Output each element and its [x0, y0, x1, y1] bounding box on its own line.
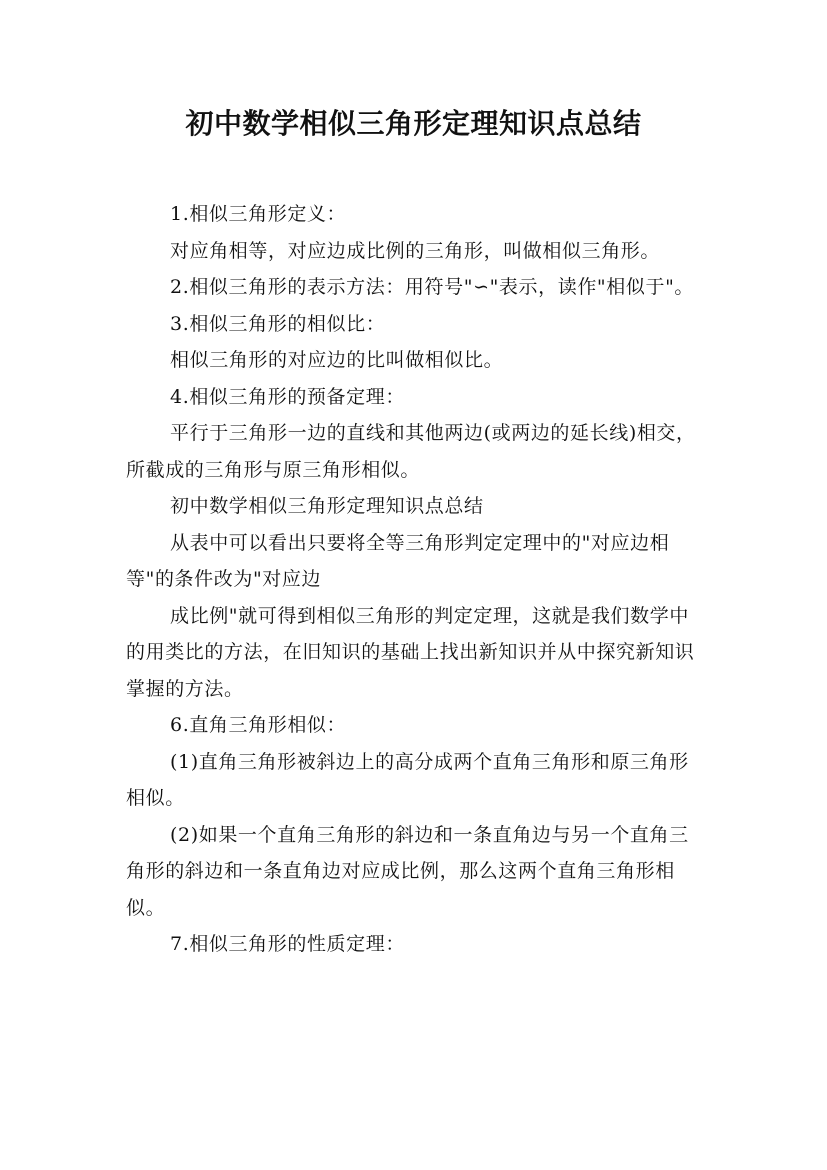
paragraph-summary-heading: 初中数学相似三角形定理知识点总结: [170, 495, 484, 517]
paragraph-right-triangle-1: (1)直角三角形被斜边上的高分成两个直角三角形和原三角形相似。: [126, 750, 689, 809]
document-body: [126, 196, 706, 963]
paragraph-right-triangle-heading: 6.直角三角形相似：: [170, 714, 347, 736]
paragraph-notation: 2.相似三角形的表示方法：用符号"∽"表示，读作"相似于"。: [170, 276, 695, 298]
paragraph-preliminary-heading: 4.相似三角形的预备定理：: [170, 385, 405, 408]
paragraph-analogy: 成比例"就可得到相似三角形的判定定理，这就是我们数学中的用类比的方法，在旧知识的基础上找出新知识并从中探究新知识掌握的方法。: [126, 604, 695, 700]
paragraph-table-note: 从表中可以看出只要将全等三角形判定定理中的"对应边相等"的条件改为"对应边: [126, 531, 670, 590]
paragraph-properties-heading: 7.相似三角形的性质定理：: [170, 933, 405, 955]
paragraph-right-triangle-2: (2)如果一个直角三角形的斜边和一条直角边与另一个直角三角形的斜边和一条直角边对应成比例，那么这两个直角三角形相似。: [126, 823, 689, 919]
paragraph-definition-heading: 1.相似三角形定义：: [170, 203, 347, 225]
paragraph-definition: 对应角相等，对应边成比例的三角形，叫做相似三角形。: [170, 239, 661, 262]
document-title: 初中数学相似三角形定理知识点总结: [185, 107, 642, 140]
paragraph-ratio: 相似三角形的对应边的比叫做相似比。: [170, 349, 504, 371]
paragraph-preliminary: 平行于三角形一边的直线和其他两边(或两边的延长线)相交，所截成的三角形与原三角形相似。: [126, 422, 696, 481]
paragraph-ratio-heading: 3.相似三角形的相似比：: [170, 312, 386, 335]
